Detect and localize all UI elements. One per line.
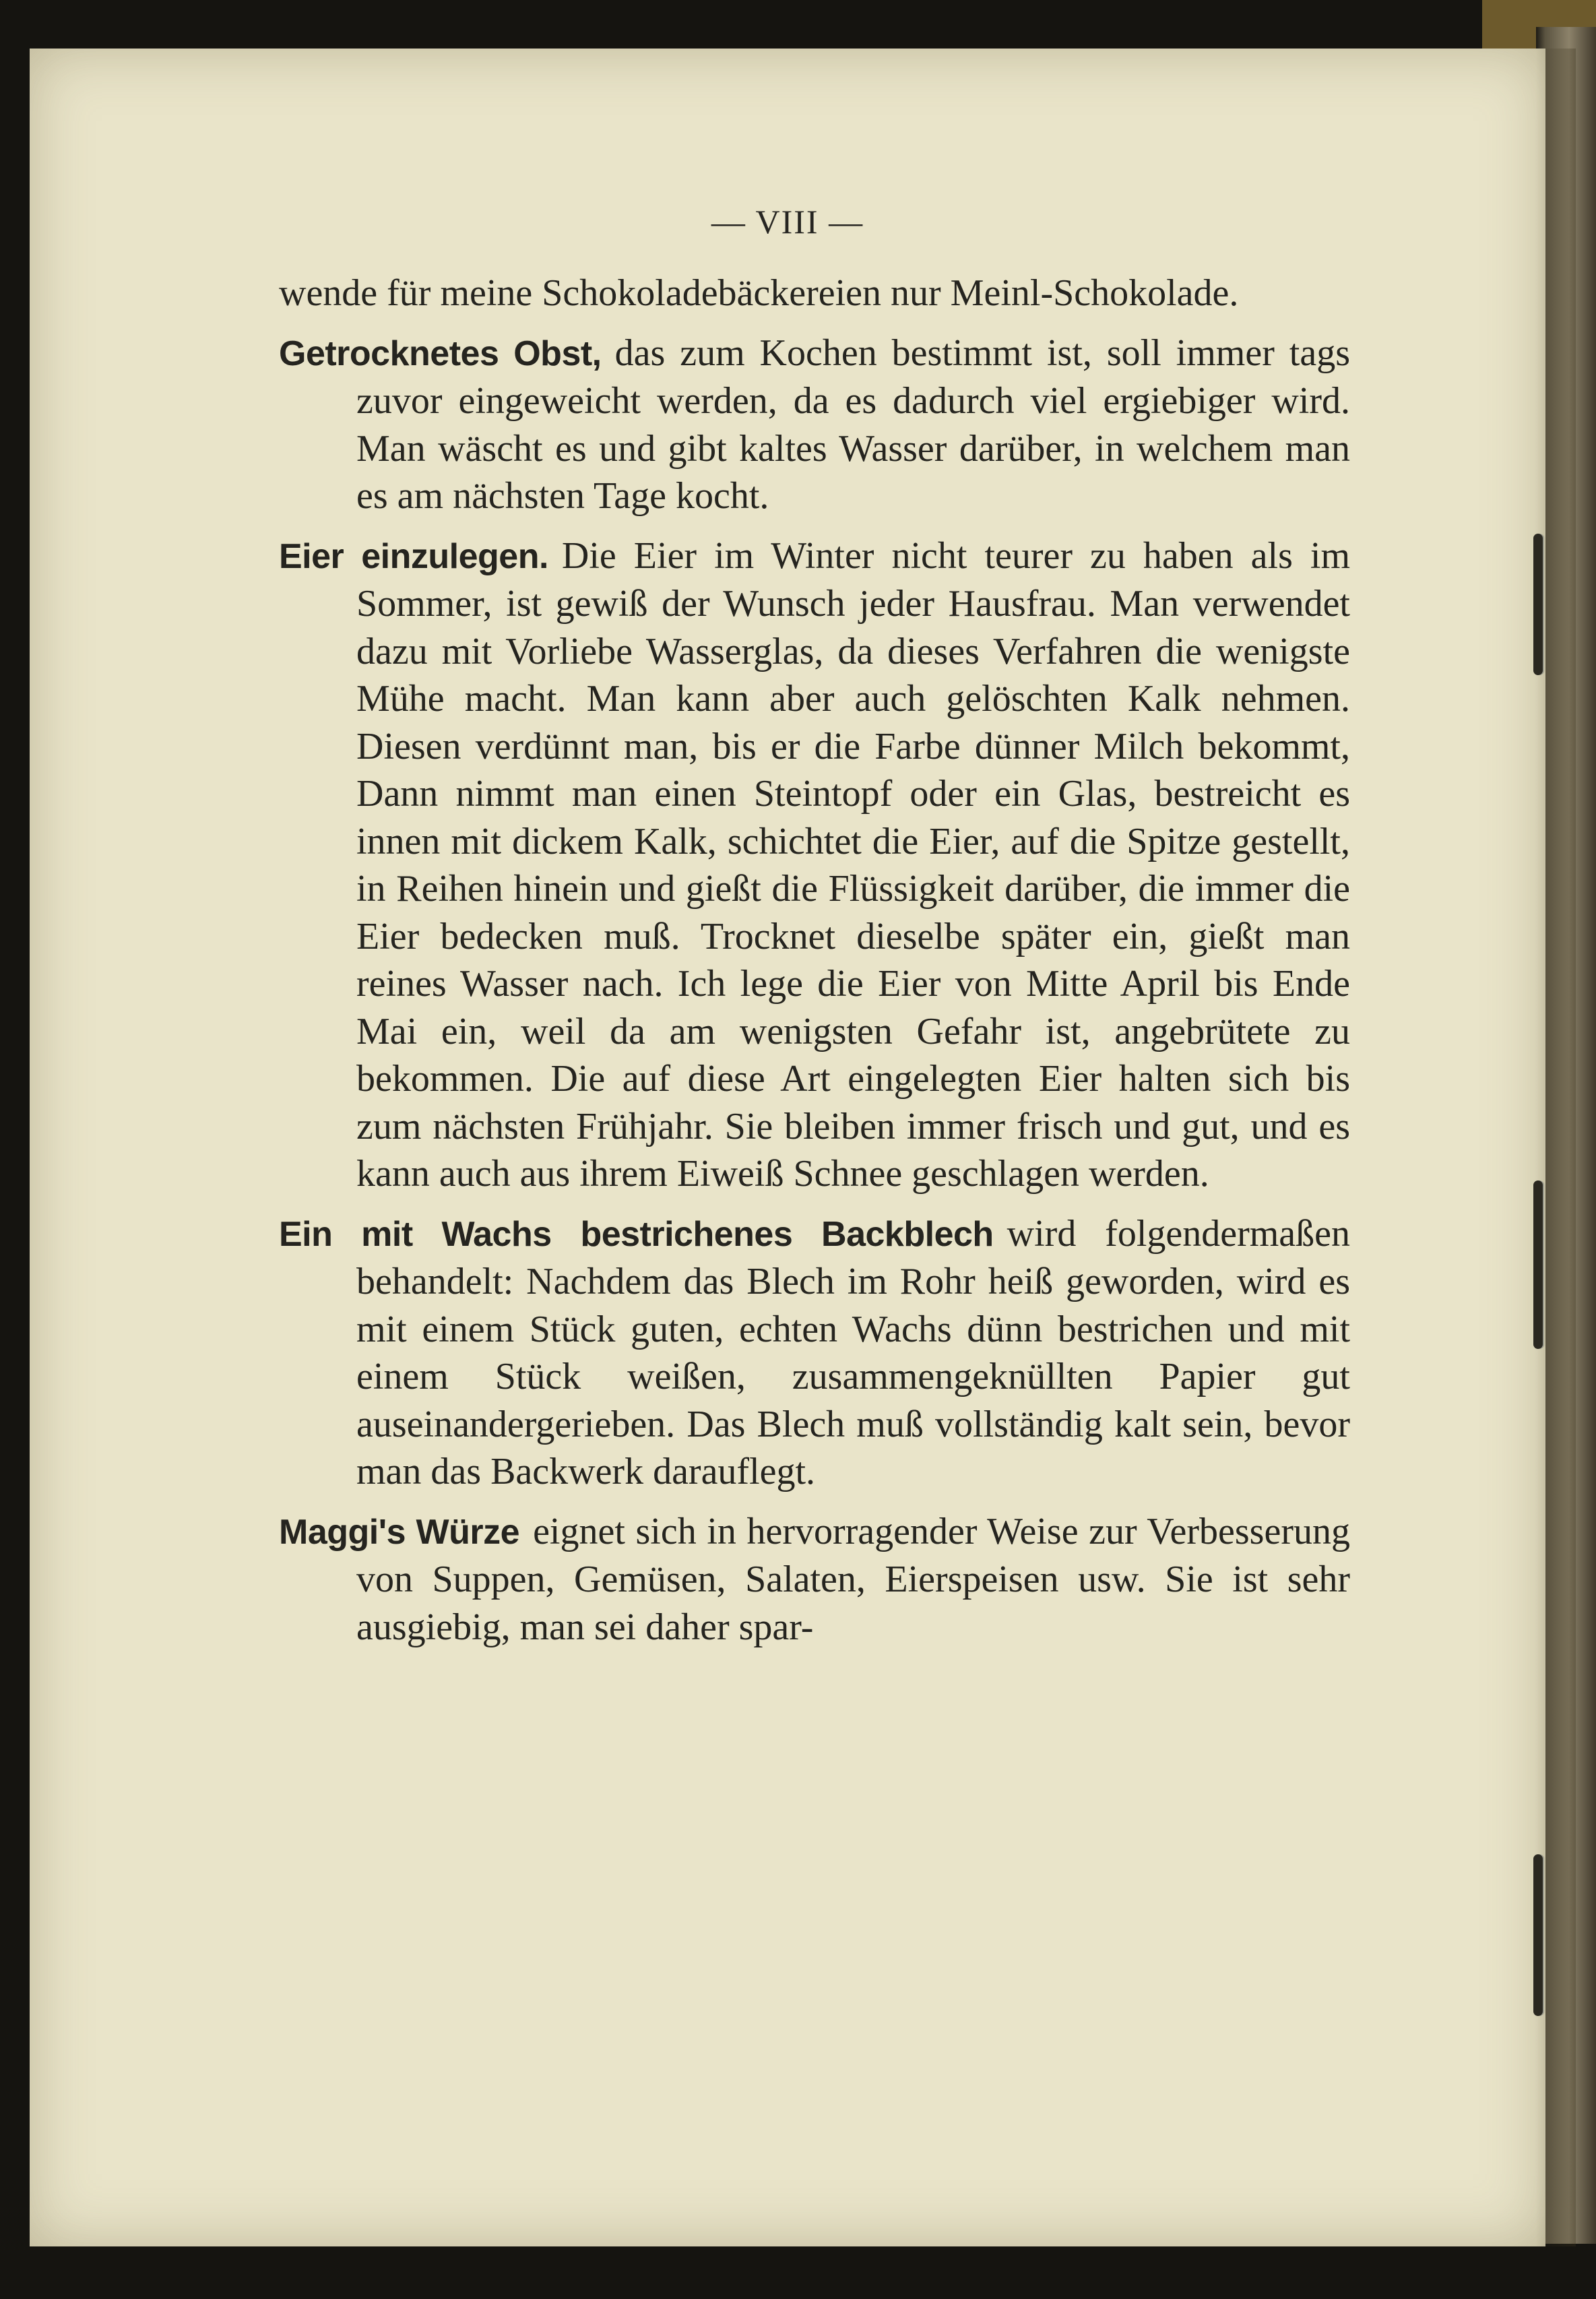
entry-heading: Maggi's Würze [279, 1512, 520, 1552]
entry-text: das zum Kochen bestimmt ist, soll immer tags zuvor eingeweicht werden, da es dadurch viel ergiebiger wird. Man wäscht es und gibt kaltes Wasser darüber, in welchem man es am nächsten Tage kocht. [356, 332, 1350, 517]
paragraph-continuation [279, 270, 1350, 317]
entry-text: eignet sich in hervorragender Weise zur Verbesserung von Suppen, Gemüsen, Salaten, Eierspeisen usw. Sie ist sehr ausgiebig, man sei daher spar- [356, 1510, 1350, 1648]
entry-heading: Getrocknetes Obst, [279, 334, 602, 373]
entry-preserving-eggs [279, 532, 1350, 1198]
paragraph-text: wende für meine Schokoladebäckereien nur Meinl-Schokolade. [279, 272, 1239, 314]
entry-heading: Ein mit Wachs bestrichenes Backblech [279, 1214, 994, 1254]
page-body [279, 270, 1350, 1663]
entry-text: Die Eier im Winter nicht teurer zu haben als im Sommer, ist gewiß der Wunsch jeder Hausfrau. Man verwendet dazu mit Vorliebe Wasserglas, da dieses Verfahren die wenigste Mühe macht. Man kann aber auch gelöschten Kalk nehmen. Diesen verdünnt man, bis er die Farbe dünner Milch bekommt, Dann nimmt man einen Steintopf oder ein Glas, bestreicht es innen mit dickem Kalk, schichtet die Eier, auf die Spitze gestellt, in Reihen hinein und gießt die Flüssigkeit darüber, die immer die Eier bedecken muß. Trocknet dieselbe später ein, gießt man reines Wasser nach. Ich lege die Eier von Mitte April bis Ende Mai ein, weil da am wenigsten Gefahr ist, angebrütete zu bekommen. Die auf diese Art eingelegten Eier halten sich bis zum nächsten Frühjahr. Sie bleiben immer frisch und gut, und es kann auch aus ihrem Eiweiß Schnee geschlagen werden. [356, 534, 1350, 1195]
binding-staple-top [1533, 534, 1543, 675]
binding-staple-bottom [1533, 1854, 1543, 2016]
page-number: — VIII — [711, 203, 864, 241]
entry-text: wird folgendermaßen behandelt: Nachdem das Blech im Rohr heiß geworden, wird es mit einem Stück guten, echten Wachs dünn bestrichen und mit einem Stück weißen, zusammengeknüllten Papier gut auseinandergerieben. Das Blech muß vollständig kalt sein, bevor man das Backwerk darauflegt. [356, 1212, 1350, 1492]
binding-staple-middle [1533, 1180, 1543, 1349]
entry-waxed-baking-sheet [279, 1210, 1350, 1496]
book-page [30, 49, 1545, 2246]
entry-dried-fruit [279, 329, 1350, 520]
entry-maggi-seasoning [279, 1508, 1350, 1651]
entry-heading: Eier einzulegen. [279, 536, 548, 576]
